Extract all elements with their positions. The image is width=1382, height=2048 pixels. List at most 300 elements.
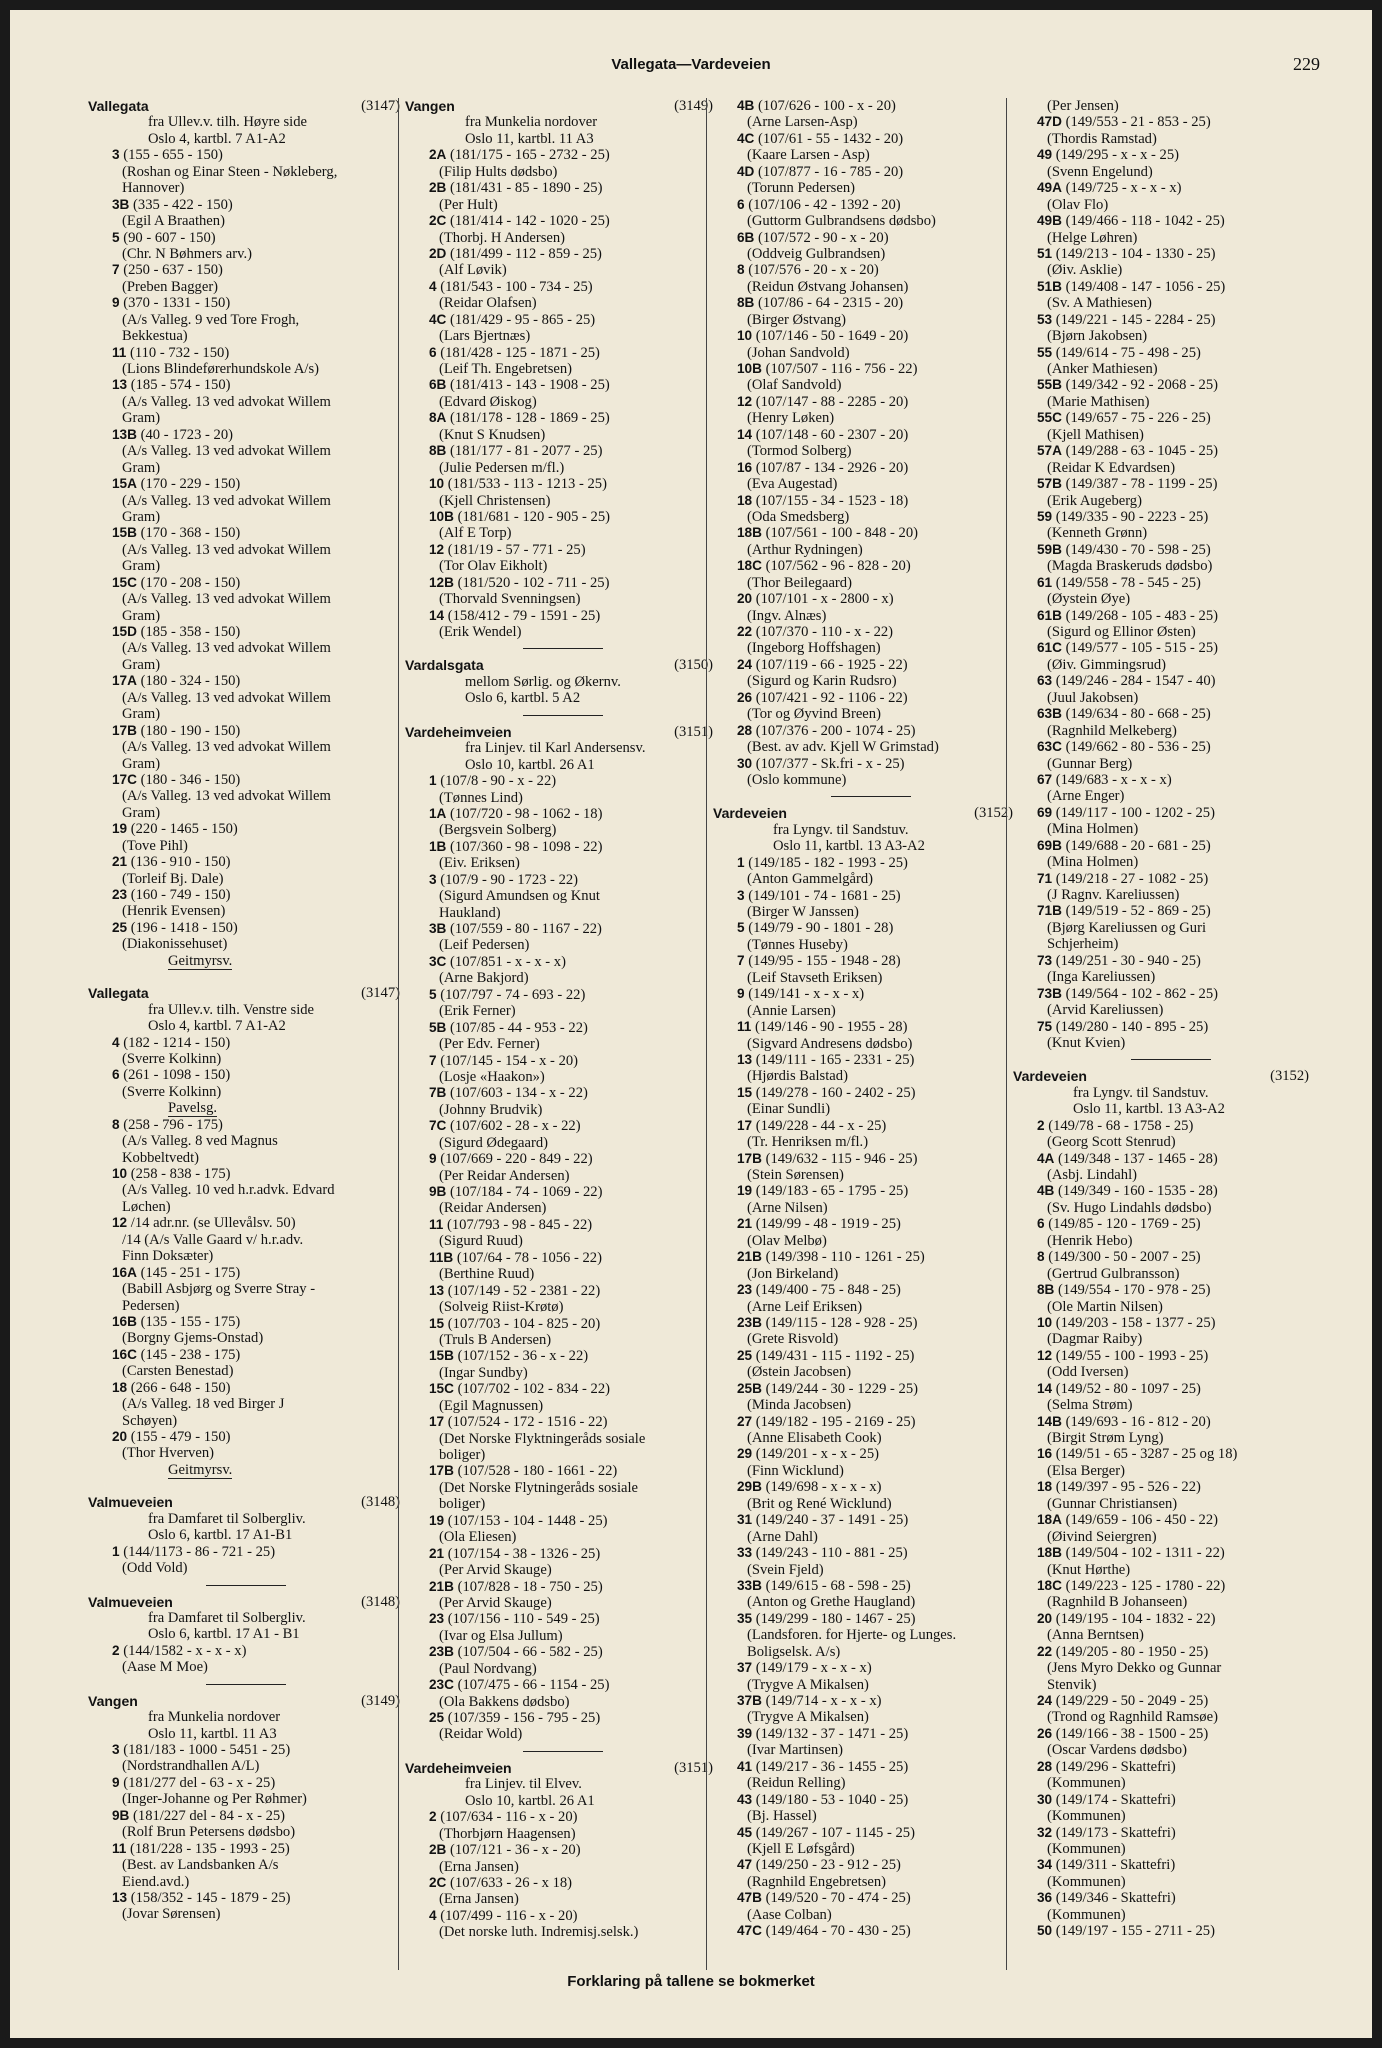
owner-line: Pedersen)	[122, 1297, 180, 1314]
owner-line: Hannover)	[122, 180, 185, 197]
property-data: (182 - 1214 - 150)	[119, 1034, 231, 1051]
property-data: (155 - 479 - 150)	[127, 1429, 231, 1445]
property-entry	[713, 493, 1013, 509]
property-entry	[1013, 1545, 1309, 1561]
property-data: (149/166 - 38 - 1500 - 25)	[1052, 1725, 1209, 1742]
property-data: (149/85 - 120 - 1769 - 25)	[1044, 1216, 1201, 1233]
property-entry	[88, 1265, 400, 1281]
property-data: (335 - 422 - 150)	[129, 196, 233, 213]
property-entry	[88, 1314, 400, 1330]
house-number: 9	[112, 295, 120, 311]
property-data: (149/311 - Skattefri)	[1052, 1857, 1176, 1874]
property-data: (107/633 - 26 - x 18)	[446, 1874, 573, 1891]
property-entry	[405, 476, 713, 492]
property-data: (107/359 - 156 - 795 - 25)	[444, 1710, 601, 1726]
property-entry	[405, 839, 713, 855]
owner-line: (Sverre Kolkinn)	[122, 1083, 222, 1100]
house-number: 53	[1037, 311, 1053, 327]
property-data: (181/431 - 85 - 1890 - 25)	[446, 180, 603, 197]
house-number: 2B	[429, 1842, 447, 1858]
house-number: 5	[429, 986, 437, 1002]
house-number: 15B	[429, 1348, 454, 1364]
owner-line: (Per Edv. Ferner)	[439, 1036, 540, 1053]
property-data: (149/504 - 102 - 1311 - 22)	[1061, 1545, 1225, 1562]
property-entry	[405, 1053, 713, 1069]
street-code: (3149)	[361, 1692, 400, 1709]
owner-line: (Inga Kareliussen)	[1047, 969, 1156, 986]
owner-line: (Øiv. Gimmingsrud)	[1047, 656, 1167, 673]
street-code: (3151)	[674, 1759, 713, 1776]
property-entry	[405, 542, 713, 558]
owner-line: (Sigurd Ruud)	[439, 1233, 523, 1250]
owner-line: (Thorbj. H Andersen)	[439, 229, 566, 246]
property-entry	[713, 1085, 1013, 1101]
owner-line: (Tønnes Lind)	[439, 789, 523, 806]
owner-line: (Sigurd og Karin Rudsro)	[747, 673, 897, 690]
property-data: (149/185 - 182 - 1993 - 25)	[744, 854, 908, 871]
owner-line: (Arne Dahl)	[747, 1528, 818, 1545]
house-number: 11	[112, 1840, 127, 1856]
owner-line: (Eiv. Eriksen)	[439, 855, 520, 872]
house-number: 17C	[112, 771, 137, 787]
section-divider	[206, 1684, 286, 1685]
owner-line: (Arthur Rydningen)	[747, 541, 863, 558]
property-entry	[1013, 147, 1309, 163]
property-entry	[1013, 410, 1309, 426]
property-entry	[88, 1347, 400, 1363]
property-entry	[405, 377, 713, 393]
owner-line: (Borgny Gjems-Onstad)	[122, 1330, 264, 1347]
owner-line: (Ingv. Alnæs)	[747, 607, 827, 624]
house-number: 17B	[429, 1463, 454, 1479]
property-data: (149/348 - 137 - 1465 - 28)	[1054, 1150, 1218, 1167]
house-number: 15B	[112, 525, 137, 541]
house-number: 4B	[1037, 1183, 1055, 1199]
owner-line: (Sigurd og Ellinor Østen)	[1047, 624, 1196, 640]
cross-street-marker	[88, 953, 400, 969]
owner-line: (Berthine Ruud)	[439, 1266, 535, 1283]
house-number: 31	[737, 1512, 753, 1528]
owner-line: (Ingeborg Hoffshagen)	[747, 640, 881, 657]
house-number: 18A	[1037, 1512, 1062, 1528]
house-number: 55	[1037, 344, 1053, 360]
property-data: (107/64 - 78 - 1056 - 22)	[453, 1249, 602, 1266]
directory-page	[10, 10, 1372, 2038]
property-entry	[713, 986, 1013, 1002]
section-divider	[523, 715, 603, 716]
owner-line: (Reidar Wold)	[439, 1726, 523, 1743]
owner-line: (Selma Strøm)	[1047, 1397, 1133, 1414]
property-data: (149/55 - 100 - 1993 - 25)	[1052, 1347, 1209, 1364]
owner-line: Gram)	[122, 459, 161, 476]
owner-line: (Svein Fjeld)	[747, 1561, 824, 1578]
house-number: 28	[1037, 1758, 1053, 1774]
owner-line: Gram)	[122, 656, 161, 673]
property-data: (149/213 - 104 - 1330 - 25)	[1052, 245, 1216, 262]
property-entry	[1013, 1282, 1309, 1298]
owner-line: (Minda Jacobsen)	[747, 1397, 852, 1414]
house-number: 10B	[429, 508, 454, 524]
house-number: 2B	[429, 180, 447, 196]
street-heading	[88, 1693, 400, 1709]
property-entry	[713, 1348, 1013, 1364]
property-entry	[1013, 443, 1309, 459]
property-entry	[405, 1809, 713, 1825]
street-code: (3151)	[674, 723, 713, 740]
property-entry	[713, 690, 1013, 706]
property-data: (144/1173 - 86 - 721 - 25)	[119, 1543, 276, 1560]
house-number: 16A	[112, 1264, 137, 1280]
house-number: 49	[1037, 147, 1053, 163]
owner-line: (Anne Elisabeth Cook)	[747, 1430, 882, 1446]
owner-line: (Preben Bagger)	[122, 278, 219, 295]
house-number: 11	[737, 1019, 752, 1035]
property-entry	[405, 1348, 713, 1364]
property-data: (107/184 - 74 - 1069 - 22)	[446, 1184, 603, 1200]
property-entry	[713, 460, 1013, 476]
street-description: Oslo 10, kartbl. 26 A1	[465, 1792, 595, 1809]
property-entry	[713, 1857, 1013, 1873]
owner-line: (Erik Ferner)	[439, 1003, 516, 1020]
house-number: 2	[429, 1809, 437, 1825]
property-entry	[405, 1579, 713, 1595]
property-data: (144/1582 - x - x - x)	[119, 1642, 247, 1659]
owner-line: (A/s Valleg. 13 ved advokat Willem	[122, 443, 331, 460]
owner-line: Gram)	[122, 508, 161, 525]
property-entry	[405, 1085, 713, 1101]
property-entry	[88, 295, 400, 311]
property-data: (107/634 - 116 - x - 20)	[436, 1809, 578, 1826]
property-entry	[1013, 673, 1309, 689]
owner-line: (Arne Larsen-Asp)	[747, 114, 858, 131]
owner-line: Schjerheim)	[1047, 936, 1119, 953]
property-entry	[405, 1316, 713, 1332]
property-entry	[88, 1890, 400, 1906]
property-data: (149/335 - 90 - 2223 - 25)	[1052, 508, 1209, 525]
owner-line: (Tor Olav Eikholt)	[439, 558, 548, 575]
property-entry	[405, 1546, 713, 1562]
owner-line: (Ragnhild B Johanseen)	[1047, 1594, 1188, 1611]
owner-line: (Anker Mathiesen)	[1047, 361, 1158, 377]
property-data: (107/360 - 98 - 1098 - 22)	[446, 838, 603, 855]
property-data: (107/9 - 90 - 1723 - 22)	[436, 871, 579, 888]
owner-line: (Olav Flo)	[1047, 196, 1109, 213]
owner-line: Schøyen)	[122, 1412, 178, 1429]
owner-line: (A/s Valleg. 13 ved advokat Willem	[122, 640, 331, 657]
owner-line: (Per Reidar Andersen)	[439, 1167, 570, 1184]
house-number: 21B	[429, 1578, 454, 1594]
owner-line: (Trond og Ragnhild Ramsøe)	[1047, 1709, 1218, 1726]
property-data: (181/183 - 1000 - 5451 - 25)	[119, 1742, 291, 1758]
property-data: (135 - 155 - 175)	[136, 1313, 241, 1330]
house-number: 30	[737, 755, 753, 771]
house-number: 4C	[737, 130, 755, 146]
street-heading	[88, 985, 400, 1001]
property-entry	[1013, 575, 1309, 591]
property-entry	[1013, 542, 1309, 558]
cross-street-marker	[88, 1462, 400, 1478]
owner-line: (Kommunen)	[1047, 1808, 1126, 1825]
property-data: (149/342 - 92 - 2068 - 25)	[1061, 377, 1218, 394]
house-number: 1	[112, 1543, 120, 1559]
owner-line: (J Ragnv. Kareliussen)	[1047, 887, 1180, 903]
property-entry	[713, 756, 1013, 772]
house-number: 47D	[1037, 114, 1062, 130]
house-number: 19	[429, 1512, 445, 1528]
property-data: (261 - 1098 - 150)	[119, 1067, 231, 1084]
property-entry	[88, 1166, 400, 1182]
property-data: (149/634 - 80 - 668 - 25)	[1061, 706, 1211, 723]
property-data: (149/268 - 105 - 483 - 25)	[1061, 607, 1218, 624]
property-entry	[405, 410, 713, 426]
house-number: 8	[1037, 1249, 1045, 1265]
property-entry	[1013, 706, 1309, 722]
property-entry	[1013, 509, 1309, 525]
property-data: (149/101 - 74 - 1681 - 25)	[744, 887, 901, 904]
property-data: (181/228 - 135 - 1993 - 25)	[126, 1840, 290, 1857]
owner-line: (Odd Vold)	[122, 1560, 188, 1577]
property-entry	[1013, 838, 1309, 854]
property-entry	[713, 1183, 1013, 1199]
property-data: (107/576 - 20 - x - 20)	[744, 262, 879, 279]
property-entry	[1013, 1890, 1309, 1906]
owner-line: (Sigvard Andresens dødsbo)	[747, 1035, 913, 1052]
property-data: (149/174 - Skattefri)	[1052, 1791, 1176, 1808]
owner-line: (Carsten Benestad)	[122, 1363, 234, 1380]
owner-line: (Paul Nordvang)	[439, 1660, 537, 1677]
property-entry	[1013, 279, 1309, 295]
property-data: (149/659 - 106 - 450 - 22)	[1061, 1512, 1218, 1529]
property-entry	[405, 608, 713, 624]
owner-line: (Sverre Kolkinn)	[122, 1050, 222, 1067]
house-number: 24	[1037, 1693, 1053, 1708]
house-number: 34	[1037, 1857, 1053, 1873]
street-code: (3150)	[674, 657, 713, 674]
property-entry	[1013, 180, 1309, 196]
property-entry	[713, 723, 1013, 739]
owner-line: (Leif Th. Engebretsen)	[439, 361, 573, 377]
property-entry	[1013, 377, 1309, 393]
property-data: (107/119 - 66 - 1925 - 22)	[752, 656, 908, 673]
street-heading	[88, 1594, 400, 1610]
property-data: (181/175 - 165 - 2732 - 25)	[446, 147, 610, 164]
property-entry	[713, 1151, 1013, 1167]
property-entry	[405, 872, 713, 888]
house-number: 3B	[112, 196, 130, 212]
house-number: 12	[429, 541, 445, 557]
house-number: 12	[112, 1215, 128, 1231]
property-data: (107/793 - 98 - 845 - 22)	[443, 1216, 593, 1233]
house-number: 61C	[1037, 640, 1062, 656]
house-number: 17A	[112, 673, 137, 689]
owner-line: (Hjørdis Balstad)	[747, 1068, 848, 1085]
property-entry	[405, 1513, 713, 1529]
house-number: 9	[429, 1151, 437, 1167]
house-number: 47B	[737, 1890, 762, 1906]
property-data: (196 - 1418 - 150)	[127, 919, 238, 936]
house-number: 17	[737, 1117, 753, 1133]
owner-line: (Østein Jacobsen)	[747, 1364, 852, 1381]
owner-line: (Reidar K Edvardsen)	[1047, 459, 1176, 476]
house-number: 6	[1037, 1216, 1045, 1232]
property-entry	[405, 1381, 713, 1397]
owner-line: (Landsforen. for Hjerte- og Lunges.	[747, 1627, 957, 1644]
owner-line: (Kommunen)	[1047, 1906, 1126, 1923]
house-number: 3	[429, 871, 437, 887]
house-number: 4D	[737, 163, 755, 179]
house-number: 4A	[1037, 1150, 1055, 1166]
owner-line: (Babill Asbjørg og Sverre Stray -	[122, 1281, 316, 1298]
property-data: (149/725 - x - x - x)	[1061, 180, 1182, 197]
property-data: (258 - 838 - 175)	[127, 1166, 231, 1182]
owner-line: (Arne Bakjord)	[439, 970, 529, 987]
property-entry	[1013, 1825, 1309, 1841]
owner-line: (Thordis Ramstad)	[1047, 130, 1157, 147]
house-number: 45	[737, 1824, 753, 1840]
property-entry	[1013, 476, 1309, 492]
property-data: (107/8 - 90 - x - 22)	[436, 773, 557, 790]
owner-line: Gram)	[122, 706, 161, 723]
property-data: (107/851 - x - x - x)	[446, 953, 566, 970]
owner-line: (Arne Enger)	[1047, 788, 1125, 805]
street-description: Oslo 6, kartbl. 17 A1-B1	[148, 1527, 293, 1544]
owner-line: (Jens Myro Dekko og Gunnar	[1047, 1660, 1222, 1677]
owner-line: (Leif Pedersen)	[439, 937, 530, 954]
house-number: 7B	[429, 1085, 447, 1101]
owner-line: (Reidar Olafsen)	[439, 295, 537, 312]
property-entry	[1013, 1759, 1309, 1775]
street-code: (3148)	[361, 1593, 400, 1610]
owner-line: (Bergsvein Solberg)	[439, 822, 557, 839]
property-entry	[1013, 1479, 1309, 1495]
property-entry	[1013, 1446, 1309, 1462]
owner-line: (Kommunen)	[1047, 1840, 1126, 1857]
street-name: Vallegata	[88, 985, 149, 1002]
property-entry	[88, 1742, 400, 1758]
property-data: (107/152 - 36 - x - 22)	[453, 1348, 589, 1365]
property-data: (107/702 - 102 - 834 - 22)	[453, 1381, 610, 1398]
property-data: (258 - 796 - 175)	[119, 1116, 223, 1133]
property-entry	[405, 443, 713, 459]
property-entry	[405, 147, 713, 163]
property-entry	[405, 806, 713, 822]
property-entry	[713, 1414, 1013, 1430]
property-entry	[88, 147, 400, 163]
property-entry	[88, 1775, 400, 1791]
property-entry	[713, 98, 1013, 114]
running-title: Vallegata—Vardeveien	[611, 56, 771, 73]
owner-line: (Stein Sørensen)	[747, 1167, 844, 1183]
property-entry	[88, 624, 400, 640]
house-number: 8B	[737, 295, 755, 311]
owner-line: (Leif Stavseth Eriksen)	[747, 969, 883, 986]
property-entry	[713, 328, 1013, 344]
property-data: (149/229 - 50 - 2049 - 25)	[1052, 1693, 1209, 1709]
owner-line: boliger)	[439, 1496, 486, 1513]
property-data: (107/155 - 34 - 1523 - 18)	[752, 492, 909, 509]
property-data: (107/153 - 104 - 1448 - 25)	[444, 1512, 608, 1529]
property-data: (107/146 - 50 - 1649 - 20)	[752, 328, 909, 345]
owner-line: (Kjell Mathisen)	[1047, 426, 1144, 443]
spacer	[88, 1478, 400, 1494]
house-number: 43	[737, 1791, 753, 1807]
property-entry	[88, 854, 400, 870]
property-data: (149/408 - 147 - 1056 - 25)	[1061, 278, 1226, 295]
owner-line: (A/s Valleg. 13 ved advokat Willem	[122, 591, 331, 608]
property-data: (145 - 251 - 175)	[136, 1264, 241, 1281]
property-entry	[1013, 739, 1309, 755]
property-data: (107/828 - 18 - 750 - 25)	[453, 1578, 603, 1595]
street-description: fra Linjev. til Karl Andersensv.	[465, 740, 646, 757]
property-data: (185 - 358 - 150)	[136, 624, 241, 640]
property-entry	[713, 1446, 1013, 1462]
owner-line: (A/s Valleg. 13 ved advokat Willem	[122, 689, 331, 706]
property-data: (149/714 - x - x - x)	[761, 1693, 882, 1709]
property-entry	[405, 1875, 713, 1891]
property-data: (149/250 - 23 - 912 - 25)	[752, 1857, 901, 1874]
house-number: 71B	[1037, 903, 1062, 919]
property-data: (107/145 - 154 - x - 20)	[436, 1052, 579, 1069]
street-description: Oslo 10, kartbl. 26 A1	[465, 756, 595, 773]
property-data: (149/577 - 105 - 515 - 25)	[1061, 640, 1218, 657]
owner-line: (Torunn Pedersen)	[747, 180, 855, 197]
property-entry	[405, 1644, 713, 1660]
property-entry	[88, 673, 400, 689]
property-entry	[713, 164, 1013, 180]
owner-line: (Lions Blindeførerhundskole A/s)	[122, 361, 319, 377]
property-entry	[1013, 1348, 1309, 1364]
property-data: (149/346 - Skattefri)	[1052, 1890, 1176, 1907]
property-data: (107/559 - 80 - 1167 - 22)	[446, 921, 602, 937]
house-number: 17	[429, 1414, 445, 1430]
house-number: 13B	[112, 426, 137, 442]
house-number: 73	[1037, 952, 1053, 968]
house-number: 9B	[429, 1184, 447, 1199]
house-number: 23	[429, 1611, 445, 1627]
house-number: 12	[737, 393, 753, 409]
property-entry	[88, 427, 400, 443]
house-number: 12	[1037, 1347, 1053, 1363]
property-data: (149/466 - 118 - 1042 - 25)	[1061, 213, 1225, 230]
property-entry	[713, 1118, 1013, 1134]
section-divider	[206, 1585, 286, 1586]
house-number: 18C	[1037, 1577, 1062, 1593]
property-data: (149/201 - x - x - 25)	[752, 1446, 879, 1463]
owner-line: Eiend.avd.)	[122, 1873, 190, 1890]
property-entry	[88, 1429, 400, 1445]
property-data: (181/428 - 125 - 1871 - 25)	[436, 344, 600, 361]
house-number: 49B	[1037, 213, 1062, 229]
property-entry	[88, 1841, 400, 1857]
house-number: 15C	[429, 1381, 454, 1397]
owner-line: boliger)	[439, 1447, 486, 1463]
house-number: 20	[112, 1429, 128, 1444]
property-data: (107/603 - 134 - x - 22)	[446, 1085, 588, 1102]
property-data: (180 - 324 - 150)	[136, 673, 241, 690]
property-data: (107/421 - 92 - 1106 - 22)	[752, 689, 908, 706]
property-data: (149/300 - 50 - 2007 - 25)	[1044, 1249, 1201, 1266]
owner-line: (Grete Risvold)	[747, 1331, 839, 1348]
house-number: 19	[737, 1183, 753, 1199]
house-number: 8	[737, 262, 745, 278]
property-entry	[713, 1890, 1013, 1906]
street-code: (3147)	[361, 985, 400, 1002]
owner-line: (Johnny Brudvik)	[439, 1101, 543, 1118]
house-number: 18C	[737, 558, 762, 574]
property-entry	[713, 657, 1013, 673]
house-number: 32	[1037, 1824, 1053, 1840]
property-data: (149/218 - 27 - 1082 - 25)	[1052, 870, 1209, 887]
